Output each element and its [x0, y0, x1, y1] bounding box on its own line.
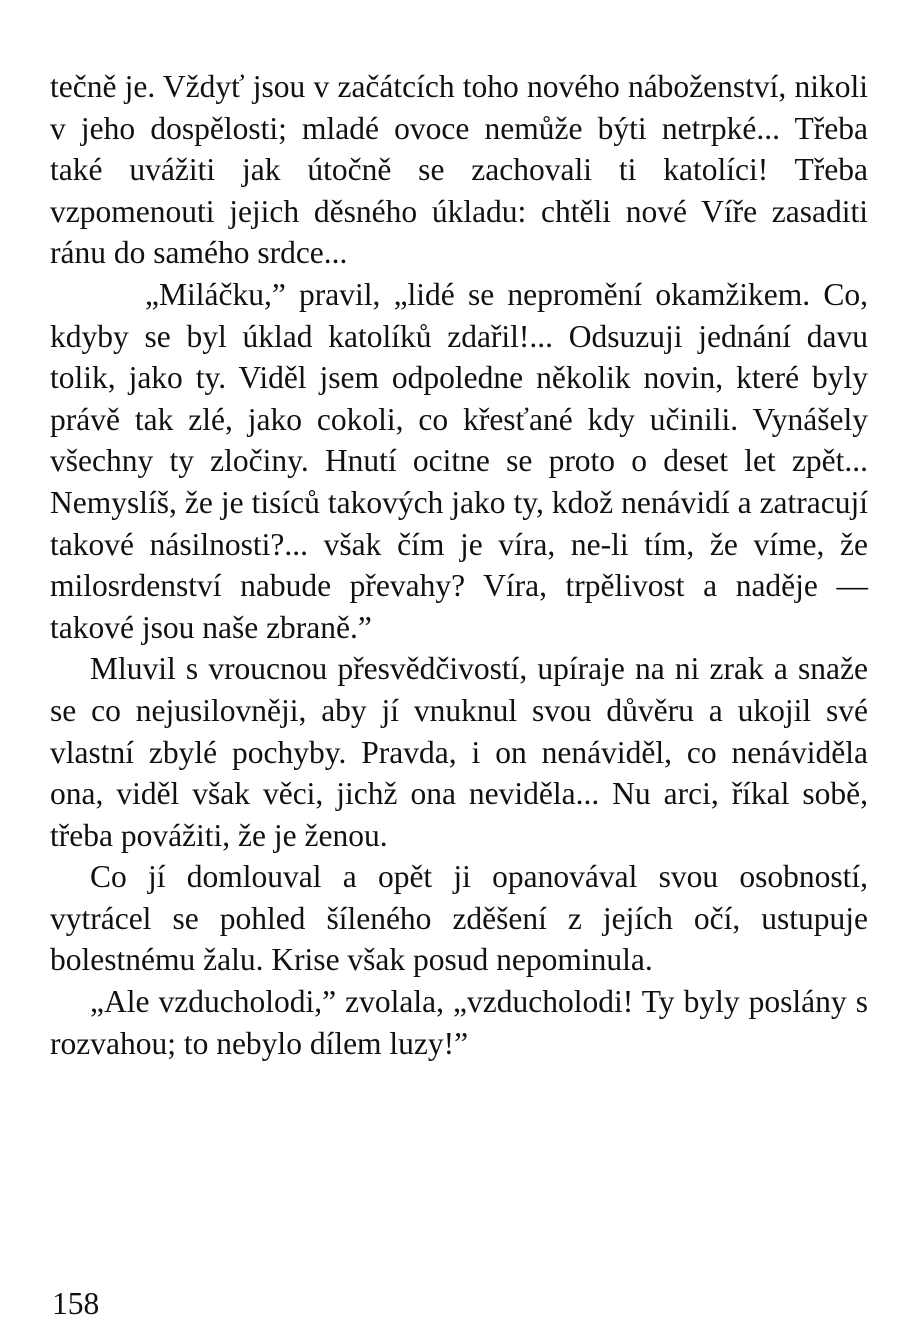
paragraph-4: Co jí domlouval a opět ji opanovával svou osobností, vytrácel se pohled šíleného zděšení z jejích očí, ustupuje bolestnému žalu. Krise však posud nepominula.: [50, 859, 868, 978]
book-page: [50, 66, 868, 1064]
paragraph-3: Mluvil s vroucnou přesvědčivostí, upíraje na ni zrak a snaže se co nejusilovněji, aby jí vnuknul svou důvěru a ukojil své vlastní zbylé pochyby. Pravda, i on nenáviděl, co nenáviděla ona, viděl však věci, jichž ona neviděla... Nu arci, říkal sobě, třeba povážiti, že je ženou.: [50, 651, 868, 853]
paragraph-5: „Ale vzducholodi,” zvolala, „vzducholodi! Ty byly poslány s rozvahou; to nebylo dílem luzy!”: [50, 984, 868, 1061]
page-number: 158: [52, 1286, 100, 1321]
paragraph-2: „Miláčku,” pravil, „lidé se nepromění okamžikem. Co, kdyby se byl úklad katolíků zdařil!... Odsuzuji jednání davu tolik, jako ty. Viděl jsem odpoledne několik novin, které byly právě tak zlé, jako cokoli, co křesťané kdy učinili. Vynášely všechny ty zločiny. Hnutí ocitne se proto o deset let zpět... Nemyslíš, že je tisíců takových jako ty, kdož nenávidí a zatracují takové násilnosti?... však čím je víra, ne-li tím, že víme, že milosrdenství nabude převahy? Víra, trpělivost a naděje — takové jsou naše zbraně.”: [50, 276, 868, 645]
paragraph-1: tečně je. Vždyť jsou v začátcích toho nového náboženství, nikoli v jeho dospělosti; mladé ovoce nemůže býti netrpké... Třeba také uvážiti jak útočně se zachovali ti katolíci! Třeba vzpomenouti jejich děsného úkladu: chtěli nové Víře zasaditi ránu do samého srdce...: [50, 69, 868, 271]
